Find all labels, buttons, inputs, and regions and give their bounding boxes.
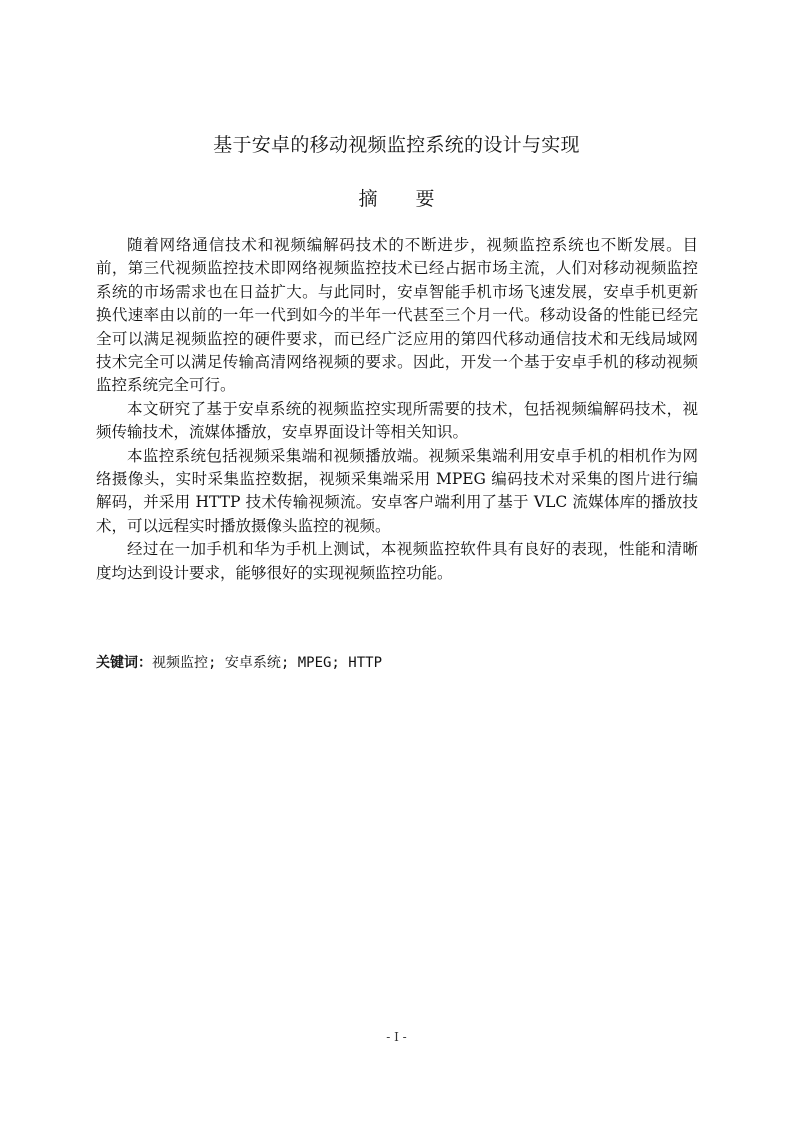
abstract-paragraph-4: 经过在一加手机和华为手机上测试，本视频监控软件具有良好的表现，性能和清晰度均达到设计要求，能够很好的实现视频监控功能。 xyxy=(96,540,698,582)
abstract-paragraph-1: 随着网络通信技术和视频编解码技术的不断进步，视频监控系统也不断发展。目前，第三代视频监控技术即网络视频监控技术已经占据市场主流，人们对移动视频监控系统的市场需求也在日益扩大。与此同时，安卓智能手机市场飞速发展，安卓手机更新换代速率由以前的一年一代到如今的半年一代甚至三个月一代。移动设备的性能已经完全可以满足视频监控的硬件要求，而已经广泛应用的第四代移动通信技术和无线局域网技术完全可以满足传输高清网络视频的要求。因此，开发一个基于安卓手机的移动视频监控系统完全可行。 xyxy=(96,236,698,395)
page-number: - I - xyxy=(386,1030,407,1044)
abstract-heading: 摘要 xyxy=(358,188,473,210)
keywords-value: 视频监控; 安卓系统; MPEG; HTTP xyxy=(152,655,383,671)
abstract-body xyxy=(96,234,698,585)
abstract-paragraph-2: 本文研究了基于安卓系统的视频监控实现所需要的技术，包括视频编解码技术，视频传输技术，流媒体播放，安卓界面设计等相关知识。 xyxy=(96,399,698,442)
keywords-line xyxy=(96,652,698,674)
keywords-label: 关键词： xyxy=(96,655,152,671)
abstract-paragraph-3: 本监控系统包括视频采集端和视频播放端。视频采集端利用安卓手机的相机作为网络摄像头，实时采集监控数据，视频采集端采用 MPEG 编码技术对采集的图片进行编解码，并采用 HTTP 技术传输视频流。安卓客户端利用了基于 VLC 流媒体库的播放技术，可以远程实时播放摄像头监控的视频。 xyxy=(96,446,698,535)
document-title: 基于安卓的移动视频监控系统的设计与实现 xyxy=(213,134,580,156)
